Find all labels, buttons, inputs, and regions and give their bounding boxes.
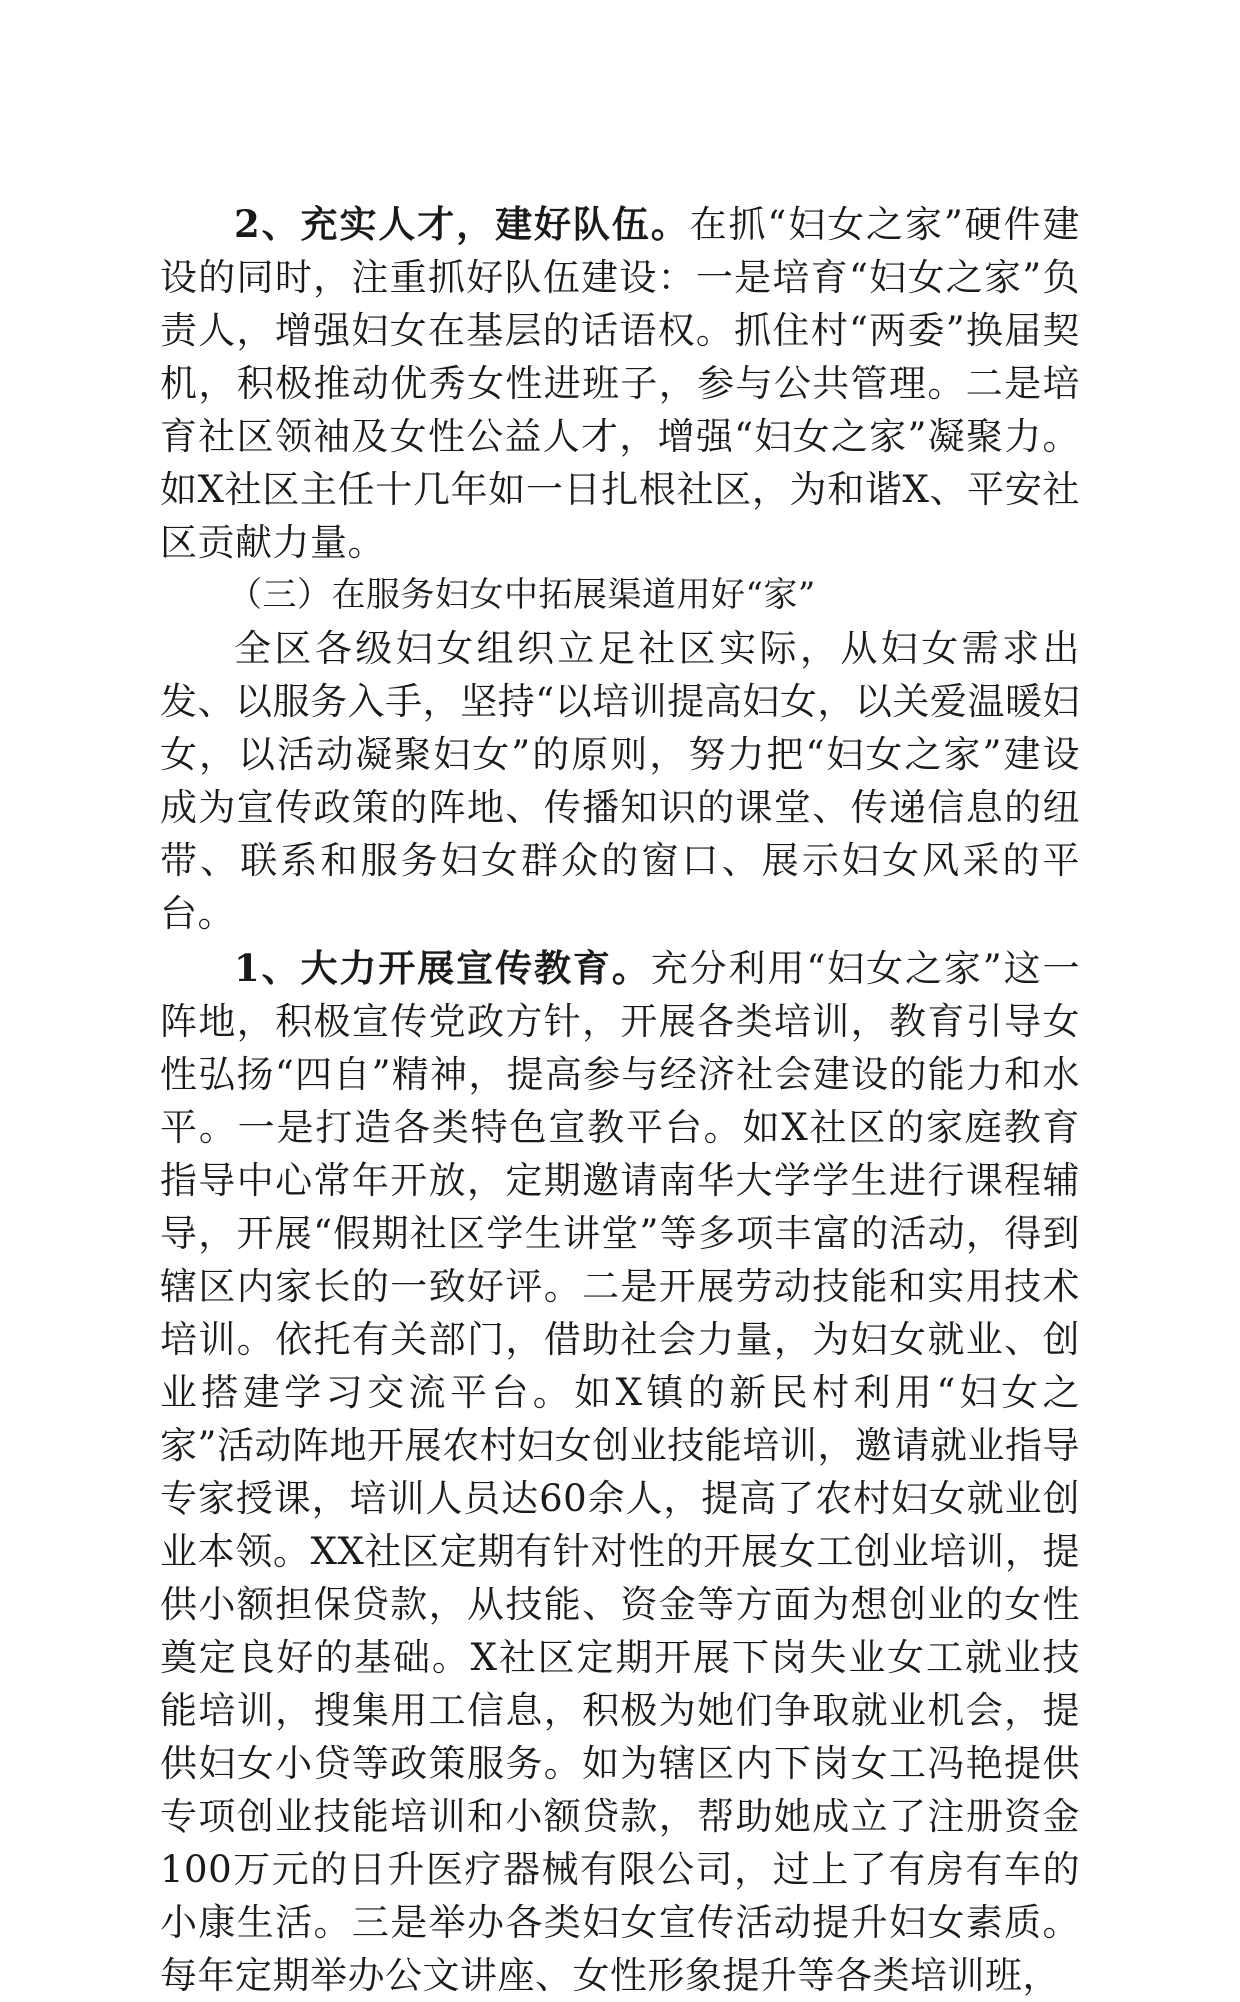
paragraph-body: 全区各级妇女组织立足社区实际，从妇女需求出发、以服务入手，坚持“以培训提高妇女，以关爱温暖妇女，以活动凝聚妇女”的原则，努力把“妇女之家”建设成为宣传政策的阵地、传播知识的课堂、传递信息的纽带、联系和服务妇女群众的窗口、展示妇女风采的平台。 <box>160 627 1080 935</box>
paragraph-publicity-education <box>160 942 1080 2002</box>
paragraph-service-intro <box>160 622 1080 940</box>
paragraph-lead: 1、大力开展宣传教育。 <box>234 946 651 990</box>
section-heading: （三）在服务妇女中拓展渠道用好“家” <box>228 575 816 615</box>
paragraph-team-building <box>160 198 1080 569</box>
document-page <box>160 198 1080 2002</box>
paragraph-body: 在抓“妇女之家”硬件建设的同时，注重抓好队伍建设：一是培育“妇女之家”负责人，增强妇女在基层的话语权。抓住村“两委”换届契机，积极推动优秀女性进班子，参与公共管理。二是培育社区领袖及女性公益人才，增强“妇女之家”凝聚力。如X社区主任十几年如一日扎根社区，为和谐X、平安社区贡献力量。 <box>160 203 1080 564</box>
paragraph-body: 充分利用“妇女之家”这一阵地，积极宣传党政方针，开展各类培训，教育引导女性弘扬“四自”精神，提高参与经济社会建设的能力和水平。一是打造各类特色宣教平台。如X社区的家庭教育指导中心常年开放，定期邀请南华大学学生进行课程辅导，开展“假期社区学生讲堂”等多项丰富的活动，得到辖区内家长的一致好评。二是开展劳动技能和实用技术培训。依托有关部门，借助社会力量，为妇女就业、创业搭建学习交流平台。如X镇的新民村利用“妇女之家”活动阵地开展农村妇女创业技能培训，邀请就业指导专家授课，培训人员达60余人，提高了农村妇女就业创业本领。XX社区定期有针对性的开展女工创业培训，提供小额担保贷款，从技能、资金等方面为想创业的女性奠定良好的基础。X社区定期开展下岗失业女工就业技能培训，搜集用工信息，积极为她们争取就业机会，提供妇女小贷等政策服务。如为辖区内下岗女工冯艳提供专项创业技能培训和小额贷款，帮助她成立了注册资金100万元的日升医疗器械有限公司，过上了有房有车的小康生活。三是举办各类妇女宣传活动提升妇女素质。每年定期举办公文讲座、女性形象提升等各类培训班， <box>160 947 1080 1997</box>
paragraph-lead: 2、充实人才，建好队伍。 <box>234 202 690 246</box>
